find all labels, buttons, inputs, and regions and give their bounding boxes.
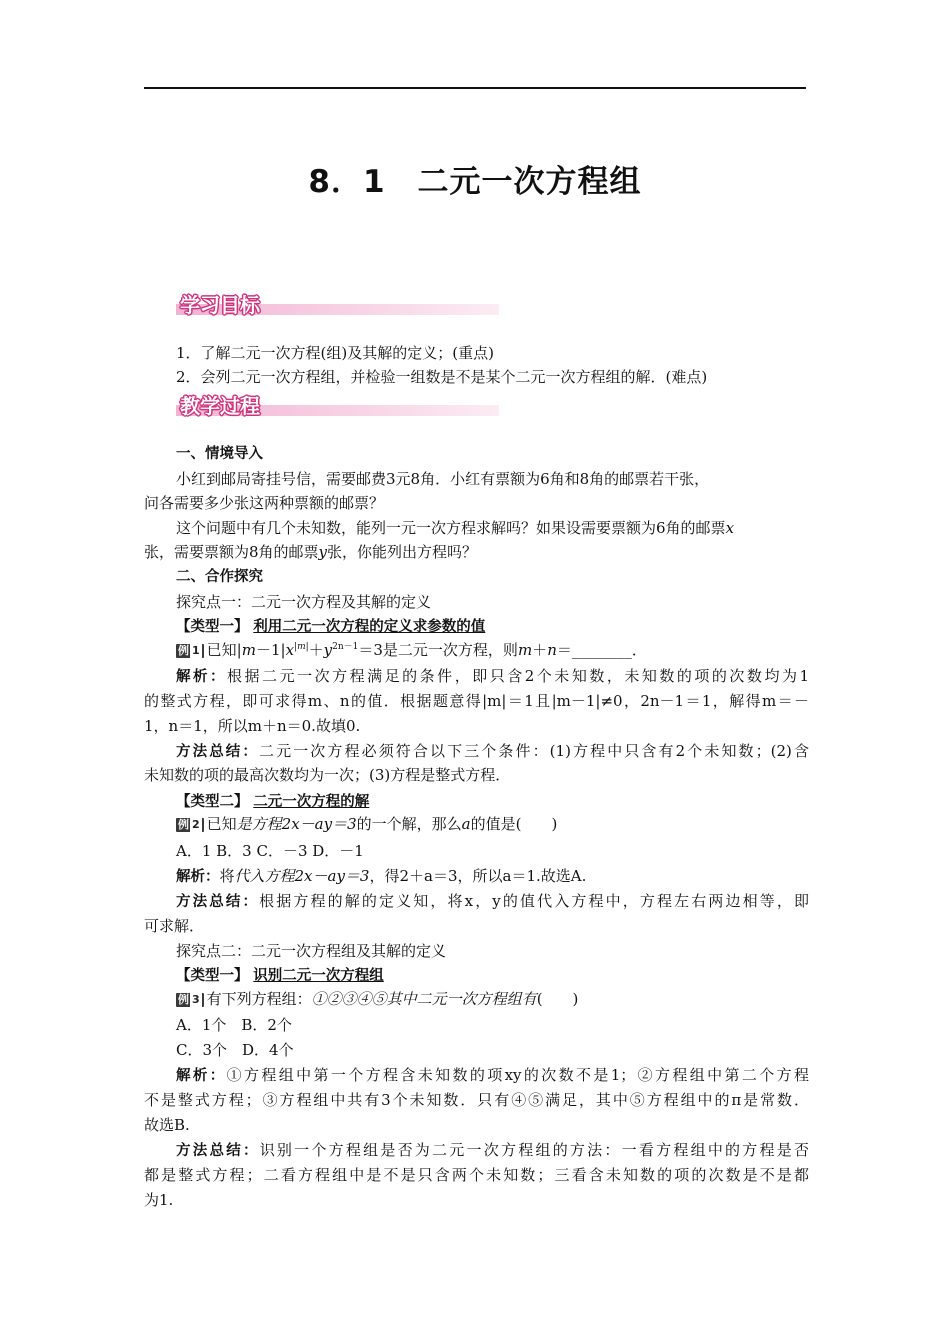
example-3: 例 3 有下列方程组：①②③④⑤其中二元一次方程组有( ) <box>178 990 579 1008</box>
example-3-badge: 例 3 <box>176 993 204 1007</box>
summary-3-line-2: 都是整式方程；二看方程组中是不是只含两个未知数；三看含未知数的项的次数是不是都 <box>144 1166 809 1184</box>
intro-paragraph-2-line-2: 张，需要票额为8角的邮票y张，你能列出方程吗？ <box>144 543 478 561</box>
type-1-heading: 【类型一】 利用二元一次方程的定义求参数的值 <box>176 619 486 635</box>
summary-3-line-1: 方法总结：识别一个方程组是否为二元一次方程组的方法：一看方程组中的方程是否 <box>176 1141 809 1159</box>
header-rule <box>144 87 806 89</box>
summary-3-line-3: 为1. <box>144 1191 174 1209</box>
explore-point-2: 探究点二：二元一次方程组及其解的定义 <box>176 942 447 960</box>
example-3-solution-line-2: 不是整式方程；③方程组中共有3个未知数．只有④⑤满足，其中⑤方程组中的π是常数． <box>144 1091 809 1109</box>
process-banner-label: 教学过程 <box>180 394 260 418</box>
intro-paragraph-1-line-1: 小红到邮局寄挂号信，需要邮费3元8角．小红有票额为6角和8角的邮票若干张， <box>176 470 710 488</box>
objectives-banner <box>176 289 499 317</box>
process-banner <box>176 390 499 418</box>
objective-2: 2．会列二元一次方程组，并检验一组数是不是某个二元一次方程组的解．(难点) <box>176 368 708 386</box>
example-1-solution-line-2: 的整式方程，即可求得m、n的值．根据题意得|m|＝1且|m－1|≠0，2n－1＝1，解得m＝－ <box>144 692 809 710</box>
example-2-choices: A．1 B．3 C．－3 D．－1 <box>176 842 364 860</box>
section-heading-intro: 一、情境导入 <box>176 446 263 462</box>
example-1-solution-line-1: 解析：根据二元一次方程满足的条件，即只含2个未知数，未知数的项的次数均为1 <box>176 667 810 685</box>
summary-2-line-2: 可求解． <box>144 917 205 935</box>
intro-paragraph-1-line-2: 问各需要多少张这两种票额的邮票？ <box>144 494 385 512</box>
type-2-heading: 【类型二】 二元一次方程的解 <box>176 794 370 810</box>
example-1: 例 1 已知$|m-1|x^{|m|}+y^{2n-1}=3$是二元一次方程，则m＋n＝________． <box>178 641 647 659</box>
explore-point-1: 探究点一：二元一次方程及其解的定义 <box>176 593 432 611</box>
intro-paragraph-2-line-1: 这个问题中有几个未知数，能列一元一次方程求解吗？如果设需要票额为6角的邮票x <box>176 519 735 537</box>
objective-1: 1．了解二元一次方程(组)及其解的定义；(重点) <box>176 344 494 362</box>
summary-1-line-2: 未知数的项的最高次数均为一次；(3)方程是整式方程． <box>144 766 511 784</box>
page-title: 8．1 二元一次方程组 <box>308 164 642 200</box>
example-3-choices-2: C．3个 D．4个 <box>176 1041 294 1059</box>
type-3-heading: 【类型一】 识别二元一次方程组 <box>176 968 384 984</box>
example-3-solution-line-3: 故选B. <box>144 1116 190 1134</box>
example-2-solution: 解析：将代入方程2x－ay＝3，得2＋a＝3，所以a＝1.故选A. <box>176 867 587 885</box>
example-2: 例 2 已知是方程2x－ay＝3的一个解，那么a的值是( ) <box>178 815 558 833</box>
summary-1-line-1: 方法总结：二元一次方程必须符合以下三个条件：(1)方程中只含有2个未知数；(2)含 <box>176 742 810 760</box>
section-heading-explore: 二、合作探究 <box>176 569 263 585</box>
example-3-solution-line-1: 解析：①方程组中第一个方程含未知数的项xy的次数不是1；②方程组中第二个方程 <box>176 1066 810 1084</box>
objectives-banner-label: 学习目标 <box>180 293 260 317</box>
example-3-choices-1: A．1个 B．2个 <box>176 1016 292 1034</box>
example-1-solution-line-3: 1，n＝1，所以m＋n＝0.故填0. <box>144 717 361 735</box>
example-1-badge: 例 1 <box>176 644 204 658</box>
example-2-badge: 例 2 <box>176 818 204 832</box>
summary-2-line-1: 方法总结：根据方程的解的定义知，将x，y的值代入方程中，方程左右两边相等，即 <box>176 892 810 910</box>
